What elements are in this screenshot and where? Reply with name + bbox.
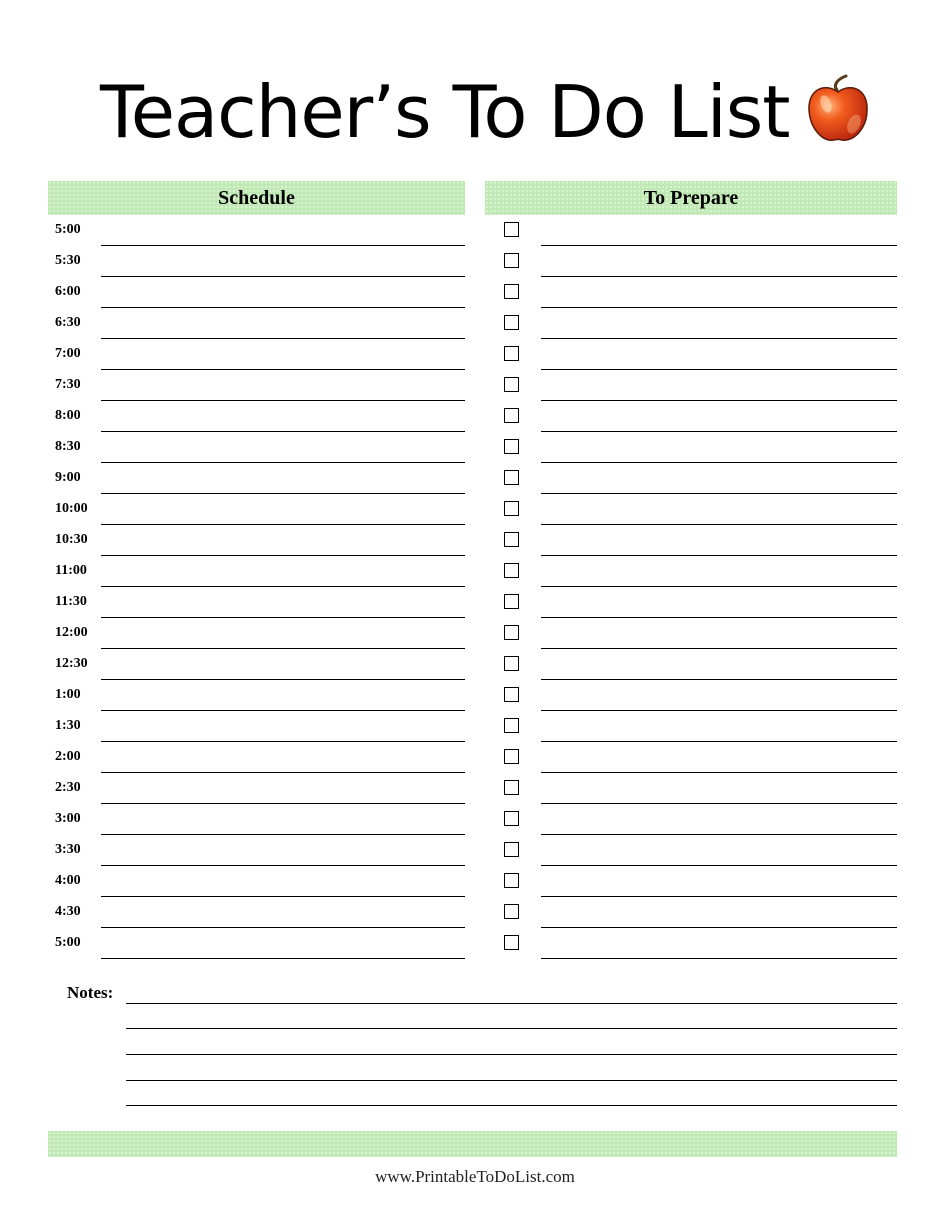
to-prepare-row [485,773,897,804]
to-prepare-row [485,680,897,711]
checkbox[interactable] [504,718,519,733]
to-prepare-row [485,432,897,463]
notes-line[interactable] [126,1055,897,1081]
to-prepare-row [485,525,897,556]
schedule-entry-line[interactable] [101,958,465,959]
schedule-time: 7:30 [55,377,81,392]
page-title: Teacher’s To Do List [100,70,790,154]
to-prepare-row [485,277,897,308]
to-prepare-row [485,897,897,928]
schedule-time: 12:00 [55,625,88,640]
to-prepare-row [485,649,897,680]
to-prepare-row [485,618,897,649]
schedule-row [48,835,465,866]
schedule-time: 9:00 [55,470,81,485]
to-prepare-row [485,866,897,897]
schedule-time: 5:00 [55,935,81,950]
to-prepare-row [485,308,897,339]
checkbox[interactable] [504,780,519,795]
schedule-row [48,432,465,463]
schedule-time: 2:00 [55,749,81,764]
checkbox[interactable] [504,563,519,578]
checkbox[interactable] [504,811,519,826]
schedule-time: 1:00 [55,687,81,702]
checkbox[interactable] [504,625,519,640]
checkbox[interactable] [504,408,519,423]
schedule-time: 4:00 [55,873,81,888]
schedule-time: 8:00 [55,408,81,423]
to-prepare-row [485,494,897,525]
schedule-row [48,866,465,897]
schedule-time: 10:30 [55,532,88,547]
schedule-row [48,308,465,339]
schedule-time: 5:30 [55,253,81,268]
schedule-row [48,370,465,401]
schedule-time: 8:30 [55,439,81,454]
schedule-list [48,215,465,959]
schedule-row [48,525,465,556]
schedule-row [48,711,465,742]
to-prepare-row [485,401,897,432]
to-prepare-row [485,804,897,835]
notes-line[interactable] [126,1029,897,1055]
checkbox[interactable] [504,346,519,361]
checkbox[interactable] [504,253,519,268]
to-prepare-row [485,587,897,618]
notes-line[interactable] [126,1004,897,1030]
notes-area [126,978,897,1106]
to-prepare-row [485,556,897,587]
schedule-time: 4:30 [55,904,81,919]
schedule-time: 2:30 [55,780,81,795]
schedule-row [48,680,465,711]
schedule-row [48,556,465,587]
schedule-row [48,928,465,959]
to-prepare-row [485,370,897,401]
schedule-row [48,742,465,773]
schedule-header: Schedule [48,181,465,215]
checkbox[interactable] [504,687,519,702]
to-prepare-row [485,928,897,959]
schedule-row [48,463,465,494]
schedule-row [48,587,465,618]
schedule-time: 3:00 [55,811,81,826]
notes-label: Notes: [67,983,114,1002]
schedule-time: 11:00 [55,563,87,578]
to-prepare-entry-line[interactable] [541,958,897,959]
checkbox[interactable] [504,377,519,392]
checkbox[interactable] [504,439,519,454]
schedule-row [48,773,465,804]
to-prepare-header: To Prepare [485,181,897,215]
schedule-row [48,246,465,277]
schedule-time: 6:00 [55,284,81,299]
to-prepare-row [485,463,897,494]
to-prepare-row [485,246,897,277]
checkbox[interactable] [504,315,519,330]
schedule-time: 11:30 [55,594,87,609]
checkbox[interactable] [504,594,519,609]
to-prepare-list [485,215,897,959]
footer-band [48,1131,897,1157]
schedule-time: 12:30 [55,656,88,671]
checkbox[interactable] [504,284,519,299]
schedule-row [48,215,465,246]
checkbox[interactable] [504,501,519,516]
schedule-time: 5:00 [55,222,81,237]
apple-icon [806,72,870,144]
schedule-row [48,339,465,370]
notes-line[interactable] [126,978,897,1004]
schedule-time: 3:30 [55,842,81,857]
notes-line[interactable] [126,1081,897,1107]
checkbox[interactable] [504,470,519,485]
checkbox[interactable] [504,904,519,919]
schedule-row [48,618,465,649]
schedule-row [48,804,465,835]
checkbox[interactable] [504,935,519,950]
checkbox[interactable] [504,222,519,237]
to-prepare-row [485,215,897,246]
schedule-row [48,277,465,308]
schedule-row [48,649,465,680]
checkbox[interactable] [504,749,519,764]
to-prepare-row [485,742,897,773]
schedule-row [48,897,465,928]
schedule-time: 6:30 [55,315,81,330]
checkbox[interactable] [504,656,519,671]
to-prepare-row [485,339,897,370]
checkbox[interactable] [504,842,519,857]
footer-url: www.PrintableToDoList.com [375,1167,575,1186]
to-prepare-row [485,835,897,866]
schedule-time: 7:00 [55,346,81,361]
checkbox[interactable] [504,532,519,547]
to-prepare-row [485,711,897,742]
schedule-row [48,494,465,525]
schedule-time: 1:30 [55,718,81,733]
checkbox[interactable] [504,873,519,888]
schedule-time: 10:00 [55,501,88,516]
schedule-row [48,401,465,432]
